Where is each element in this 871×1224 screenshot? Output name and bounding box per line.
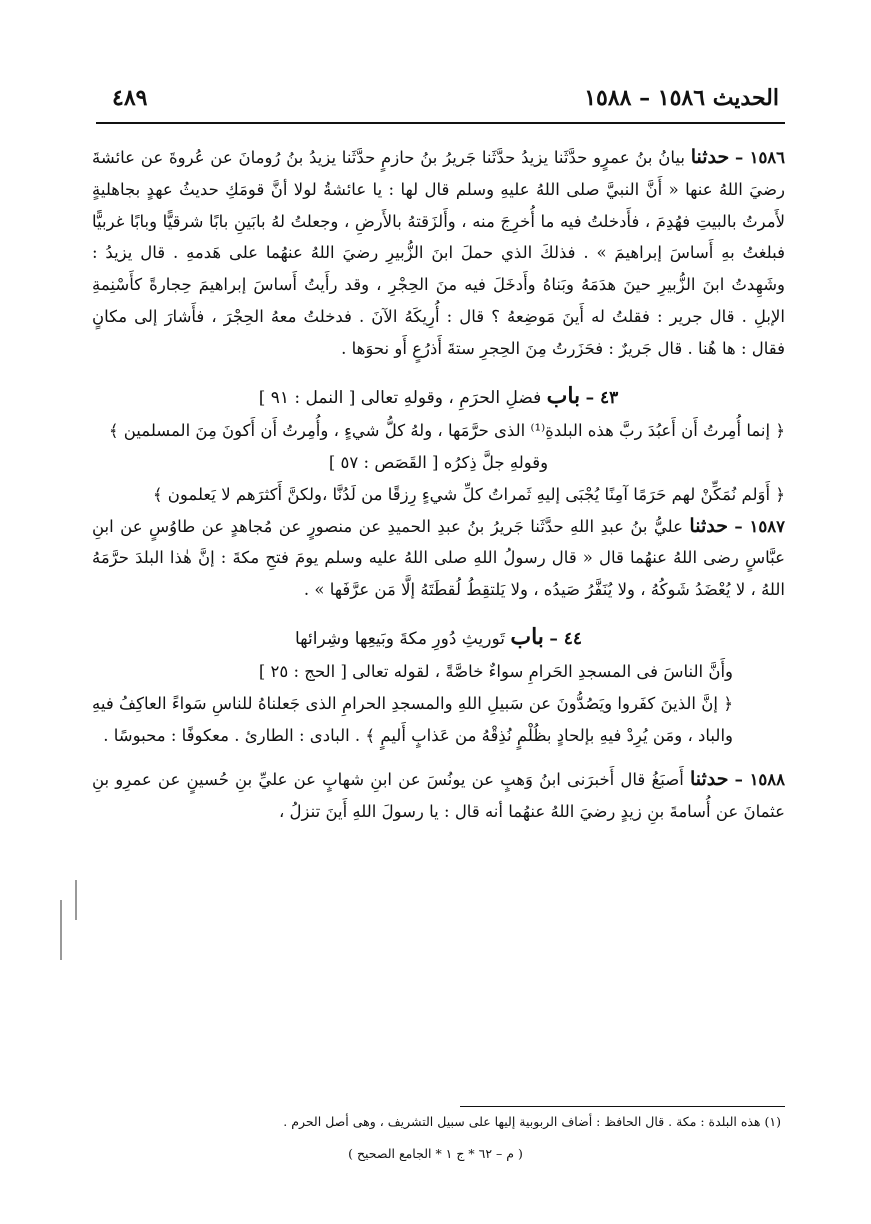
hadith-number: ١٥٨٦ – (735, 148, 786, 167)
ayah-naml: ﴿ إنما أُمِرتُ أَن أَعبُدَ ربَّ هذه البلدةِ⁽¹⁾ الذى حرَّمَها ، ولهُ كلُّ شيءٍ ، وأُمِرتُ أَن أَكونَ مِنَ المسلمين ﴾ (108, 420, 785, 440)
scan-edge-mark (75, 880, 77, 920)
chapter-43-heading (92, 379, 785, 415)
scan-edge-mark (60, 900, 62, 960)
haddathana-word: حدثنا (689, 514, 728, 537)
chapter-title: فضلِ الحرَمِ ، وقولهِ تعالى [ النمل : ٩١ ] (258, 387, 542, 408)
hadith-number: ١٥٨٨ – (734, 769, 786, 789)
page-header (112, 78, 779, 118)
bab-word: باب (510, 623, 544, 650)
chapter-number: ٤٣ – (585, 387, 619, 408)
qawluhu-line: وقولهِ جلَّ ذِكرُه [ القَصَص : ٥٧ ] (328, 452, 549, 472)
bab-word: باب (546, 382, 581, 409)
haddathana-word: حدثنا (689, 767, 729, 790)
hadith-1588 (92, 764, 785, 828)
chapter-44-heading (92, 620, 785, 656)
page-number: ٤٨٩ (112, 85, 148, 111)
footnote-rule (460, 1106, 785, 1107)
running-title: الحديث ١٥٨٦ – ١٥٨٨ (584, 85, 779, 111)
hadith-text: عليُّ بنُ عبدِ اللهِ حدَّثَنا جَريرُ بنُ عبدِ الحميدِ عن منصورٍ عن مُجاهدٍ عن طاوُسٍ عن ابنِ عبَّاسٍ رضى اللهُ عنهُما قال « قال رسولُ اللهِ صلى اللهُ عليه وسلم يومَ فتحِ مكةَ : إنَّ هٰذا البلدَ حرَّمَهُ اللهُ ، لا يُعْضَدُ شَوكُهُ ، ولا يُنَفَّرُ صَيدُه ، ولا يَلتقِطُ لُقطَتَهُ إلَّا مَن عرَّفَها » . (92, 516, 785, 600)
page-body (92, 142, 785, 828)
ayah-qasas: ﴿ أَوَلم نُمَكِّنْ لهم حَرَمًا آمِنًا يُجْبَى إليهِ ثَمراتُ كلِّ شيءٍ رِزقًا من لَدُنَّا ،ولكنَّ أَكثرَهم لا يَعلمون ﴾ (152, 484, 785, 504)
footnote: (١) هذه البلدة : مكة . قال الحافظ : أضاف الربوبية إليها على سبيل التشريف ، وهى أصل الحرم . (283, 1114, 781, 1129)
hadith-1587 (92, 511, 785, 606)
hadith-text: بيانُ بنُ عمرٍو حدَّثَنا يزيدُ حدَّثَنا جَريرُ بنُ حازمٍ حدَّثَنا يزيدُ بنُ رُومانَ عن عُروةَ عن عائشةَ رضيَ اللهُ عنها « أَنَّ النبيَّ صلى اللهُ عليهِ وسلم قال لها : يا عائشةُ لولا أنَّ قومَكِ حديثُ عهدٍ بجاهليةٍ لأَمرتُ بالبيتِ فهُدِمَ ، فأَدخلتُ فيه ما أُخرِجَ منه ، وأَلزَقتهُ بالأَرضِ ، وجعلتُ لهُ بابَينِ بابًا شرقيًّا وبابًا غربيًّا فبلغتُ بهِ أَساسَ إبراهيمَ » . فذلكَ الذي حملَ ابنَ الزُّبيرِ رضيَ اللهُ عنهُما على هَدمهِ . قال يزيدُ : وشَهِدتُ ابنَ الزُّبيرِ حينَ هدَمَهُ وبَناهُ وأَدخَلَ فيه منَ الحِجْرِ ، وقد رأَيتُ أَساسَ إبراهيمَ حِجارةً كأَسْنِمةِ الإبلِ . قال جرير : فقلتُ له أَينَ مَوضِعهُ ؟ قال : أُرِيكَهُ الآنَ . فدخلتُ معهُ الحِجْرَ ، فأَشارَ إلى مكانٍ فقال : ها هُنا . قال جَريرٌ : فحَزَرتُ مِنَ الحِجرِ ستةَ أَذرُعٍ أَو نحوَها . (92, 148, 785, 358)
chapter-title: تَوريثِ دُورِ مكةَ وبَيعِها وشِرائها (295, 628, 505, 649)
hadith-text: أَصبَغُ قال أَخبرَنى ابنُ وَهبٍ عن يونُسَ عن ابنِ شهابٍ عن عليِّ بنِ حُسينٍ عن عمرِو بنِ عثمانَ عن أُسامةَ بنِ زيدٍ رضيَ اللهُ عنهُما أنه قال : يا رسولَ اللهِ أَينَ تنزلُ ، (92, 769, 785, 821)
chapter-44-intro: وأَنَّ الناسَ فى المسجدِ الحَرامِ سواءٌ خاصَّةً ، لقوله تعالى [ الحج : ٢٥ ] (258, 661, 733, 681)
header-rule (96, 122, 785, 124)
hadith-number: ١٥٨٧ – (734, 516, 785, 536)
ayah-hajj: ﴿ إنَّ الذينَ كفَروا ويَصُدُّونَ عن سَبيلِ اللهِ والمسجدِ الحرامِ الذى جَعلناهُ للناسِ سَواءً العاكِفُ فيهِ والباد ، ومَن يُرِدْ فيهِ بإلحادٍ بظُلْمٍ نُذِقْهُ من عَذابٍ أَليمٍ ﴾ . البادى : الطارئ . معكوفًا : محبوسًا . (92, 693, 733, 745)
book-signature: ( م – ٦٢ * ج ١ * الجامع الصحيح ) (348, 1146, 523, 1161)
hadith-1586 (92, 142, 785, 365)
haddathana-word: حدثنا (690, 146, 730, 168)
chapter-number: ٤٤ – (549, 628, 582, 649)
